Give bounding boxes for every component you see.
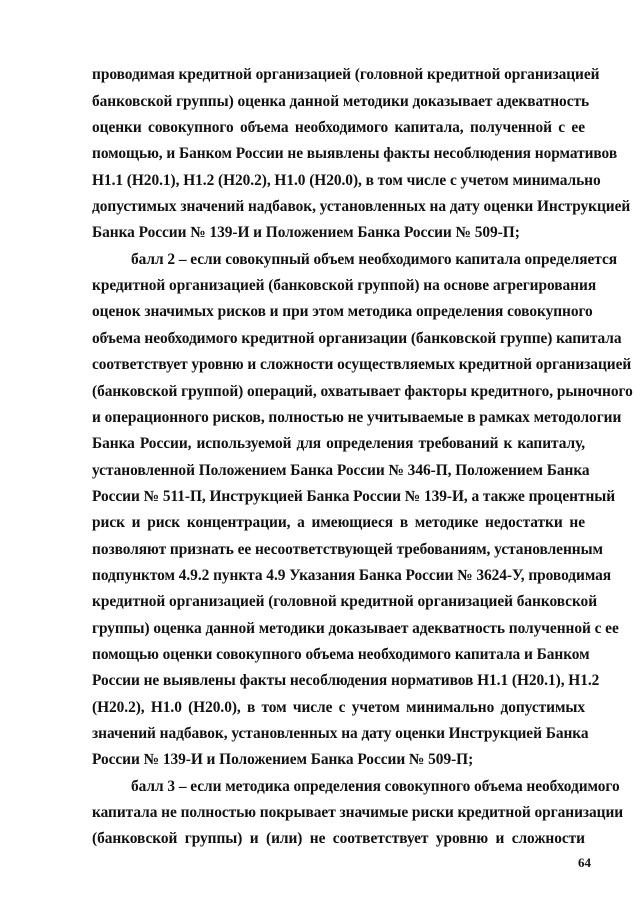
text-line: (банковской группы) и (или) не соответствует уровню и сложности — [92, 830, 585, 847]
text-line: установленной Положением Банка России № 346-П, Положением Банка — [92, 462, 590, 479]
text-line: (банковской группой) операций, охватывает факторы кредитного, рыночного — [92, 383, 633, 400]
text-line: Банка России № 139-И и Положением Банка России № 509-П; — [92, 224, 520, 241]
text-line: России № 511-П, Инструкцией Банка России № 139-И, а также процентный — [92, 488, 616, 505]
text-line: помощью, и Банком России не выявлены факты несоблюдения нормативов — [92, 145, 618, 162]
text-line: оценок значимых рисков и при этом методика определения совокупного — [92, 303, 593, 320]
text-line: кредитной организацией (банковской группой) на основе агрегирования — [92, 277, 597, 294]
text-line: Банка России, используемой для определения требований к капиталу, — [92, 435, 585, 452]
text-line: России № 139-И и Положением Банка России № 509-П; — [92, 751, 474, 768]
text-line: объема необходимого кредитной организации (банковской группе) капитала — [92, 330, 622, 347]
page-number: 64 — [578, 855, 591, 870]
paragraph-first-line: балл 3 – если методика определения совокупного объема необходимого — [131, 778, 620, 795]
text-line: России не выявлены факты несоблюдения нормативов Н1.1 (Н20.1), Н1.2 — [92, 672, 600, 689]
paragraph-first-line: балл 2 – если совокупный объем необходимого капитала определяется — [131, 251, 618, 268]
text-line: (Н20.2), Н1.0 (Н20.0), в том числе с учетом минимально допустимых — [92, 699, 585, 716]
text-line: значений надбавок, установленных на дату оценки Инструкцией Банка — [92, 725, 589, 742]
text-line: подпунктом 4.9.2 пункта 4.9 Указания Банка России № 3624-У, проводимая — [92, 567, 612, 584]
text-line: риск и риск концентрации, а имеющиеся в методике недостатки не — [92, 514, 585, 531]
text-line: кредитной организацией (головной кредитной организацией банковской — [92, 593, 598, 610]
text-line: соответствует уровню и сложности осуществляемых кредитной организацией — [92, 356, 632, 373]
text-line: помощью оценки совокупного объема необходимого капитала и Банком — [92, 646, 590, 663]
text-line: Н1.1 (Н20.1), Н1.2 (Н20.2), Н1.0 (Н20.0), в том числе с учетом минимально — [92, 172, 601, 189]
text-line: оценки совокупного объема необходимого капитала, полученной с ее — [92, 119, 585, 136]
text-line: капитала не полностью покрывает значимые риски кредитной организации — [92, 804, 624, 821]
text-line: группы) оценка данной методики доказывает адекватность полученной с ее — [92, 620, 619, 637]
text-line: допустимых значений надбавок, установленных на дату оценки Инструкцией — [92, 198, 631, 215]
text-line: проводимая кредитной организацией (головной кредитной организацией — [92, 66, 600, 83]
text-line: банковской группы) оценка данной методики доказывает адекватность — [92, 93, 590, 110]
text-line: и операционного рисков, полностью не учитываемые в рамках методологии — [92, 409, 622, 426]
text-line: позволяют признать ее несоответствующей требованиям, установленным — [92, 541, 603, 558]
